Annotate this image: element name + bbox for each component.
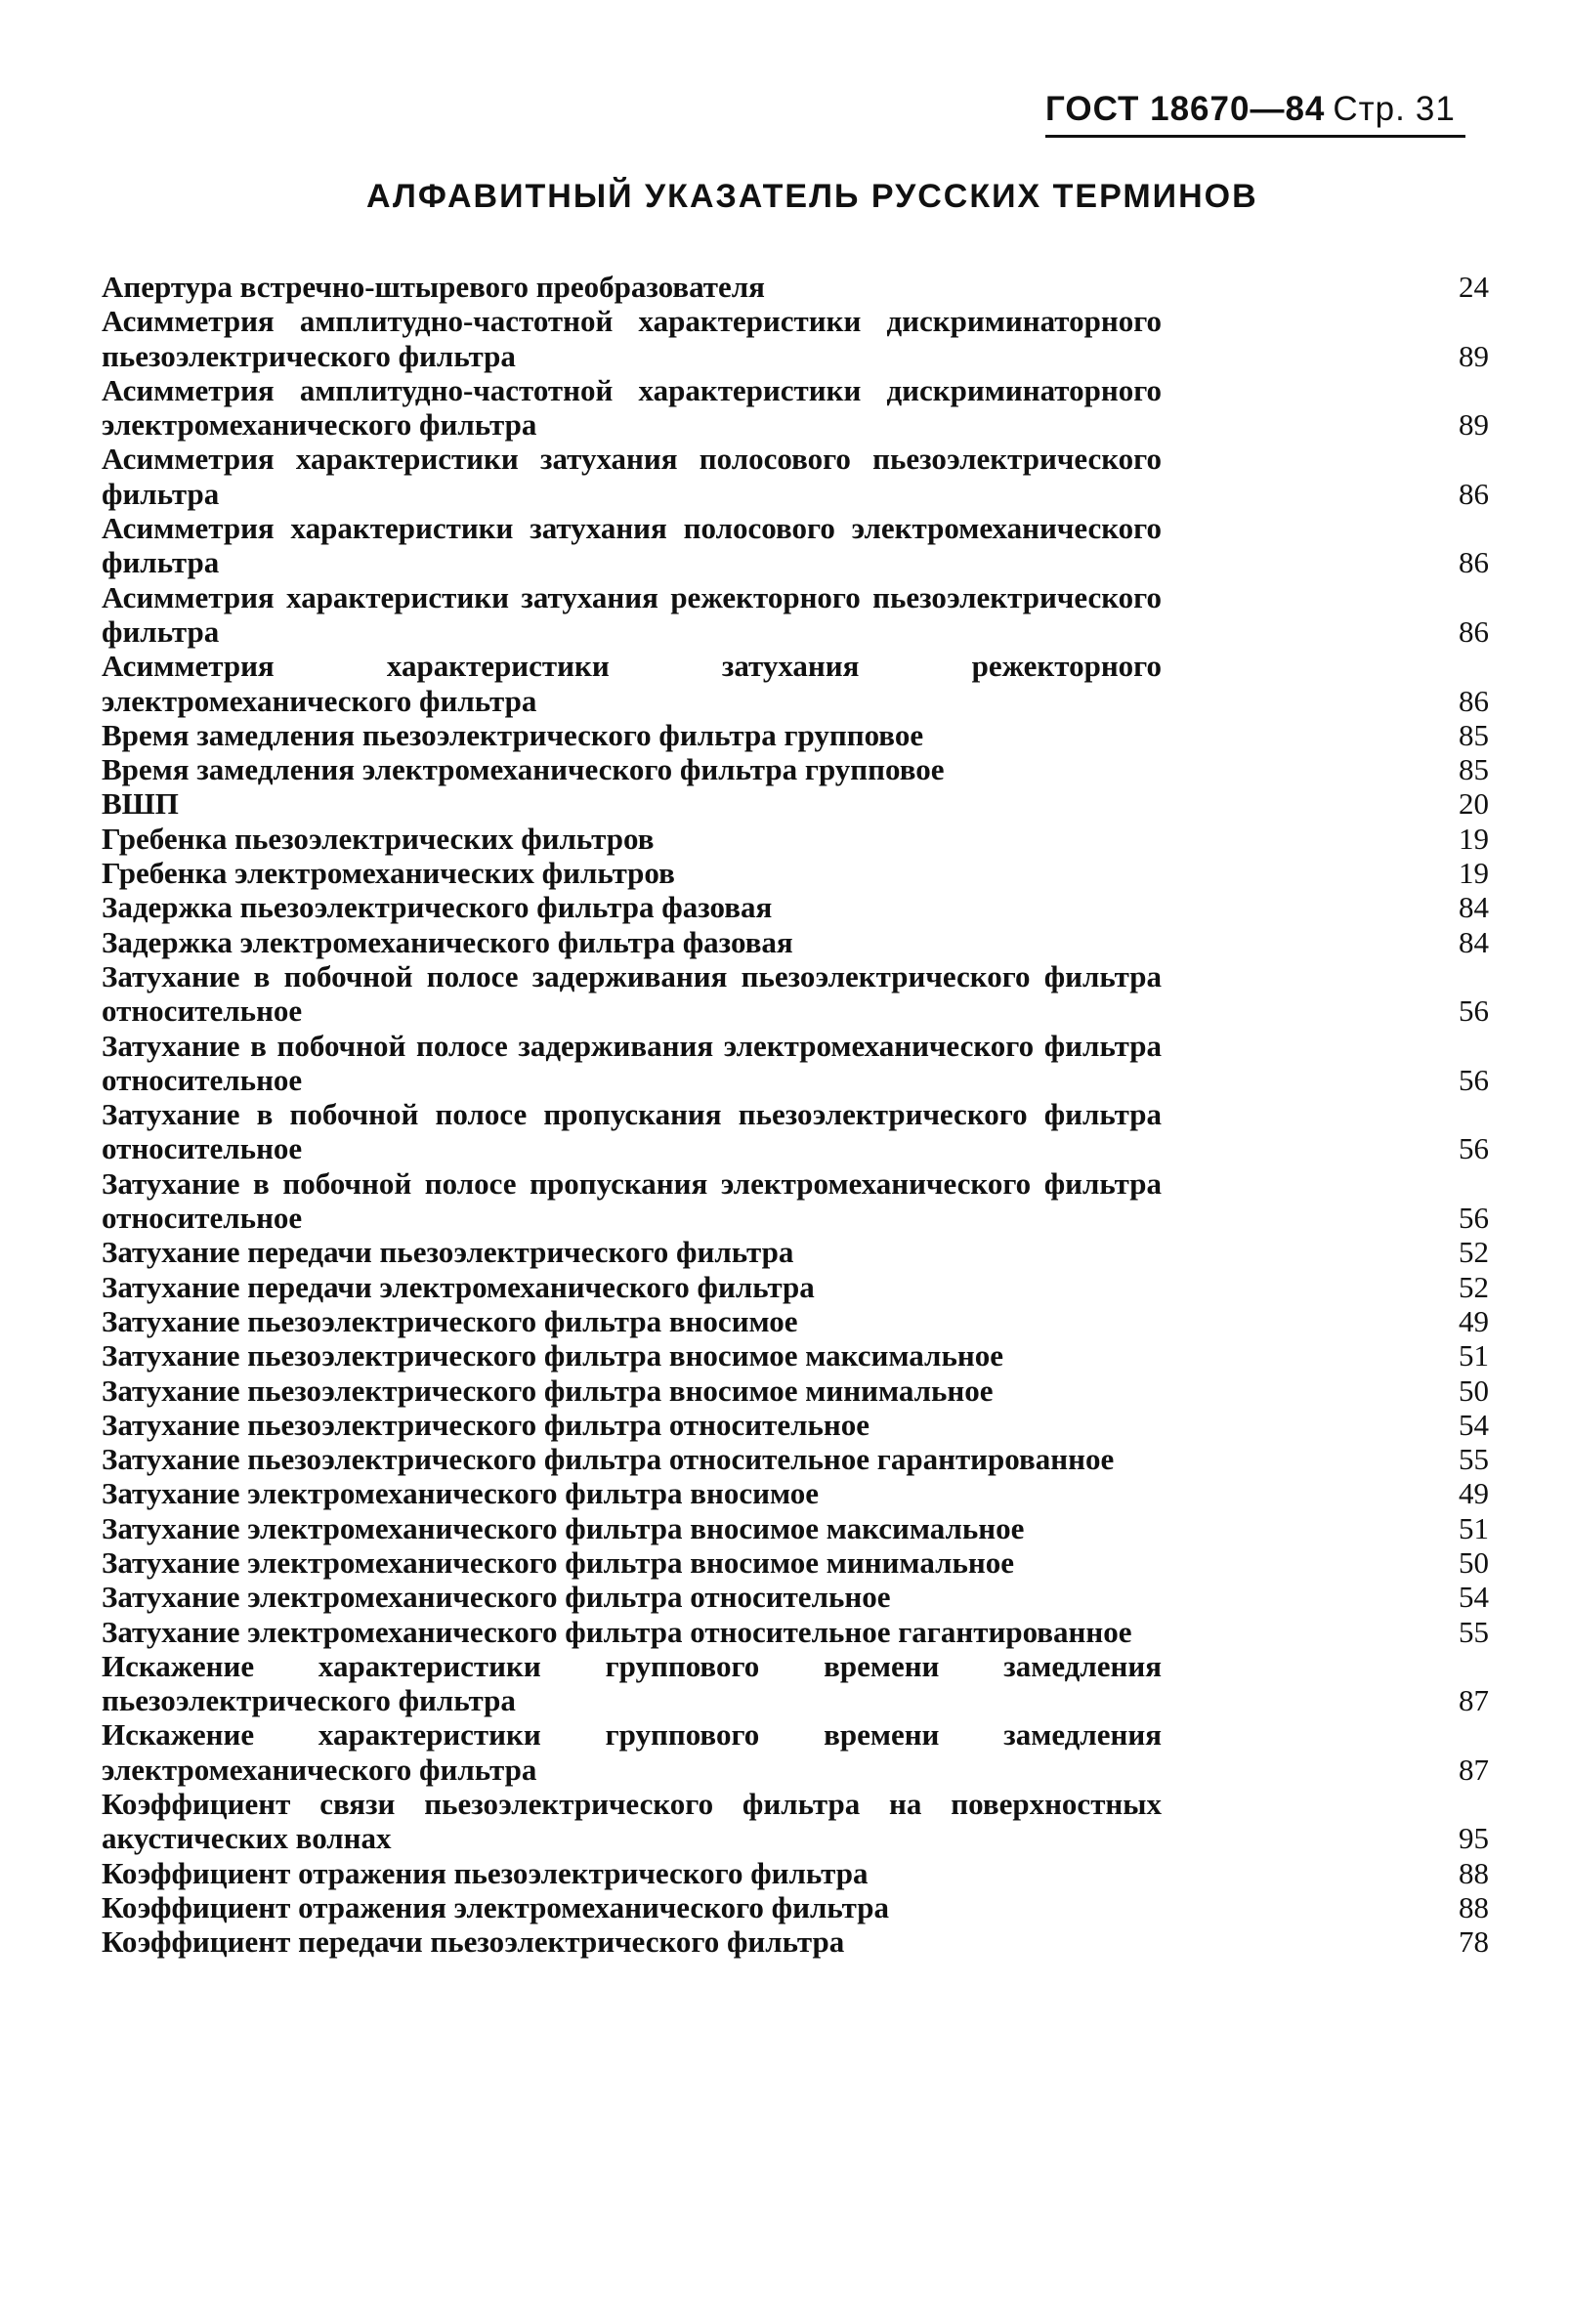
index-entry	[102, 1476, 1489, 1510]
index-entry	[102, 649, 1489, 718]
index-term-number: 84	[1459, 924, 1489, 959]
index-entry	[102, 442, 1489, 511]
page-label: Стр.	[1333, 90, 1406, 128]
index-term-number: 51	[1459, 1510, 1489, 1545]
index-term: Коэффициент отражения пьезоэлектрического фильтра	[102, 1855, 869, 1890]
index-term-number: 88	[1459, 1855, 1489, 1890]
index-term: Затухание электромеханического фильтра вносимое	[102, 1476, 819, 1511]
index-term: ВШП	[102, 786, 179, 822]
index-term: Затухание пьезоэлектрического фильтра вносимое	[102, 1303, 798, 1338]
index-entry	[102, 1717, 1489, 1787]
index-entry	[102, 1649, 1489, 1718]
index-term: Затухание в побочной полосе пропускания пьезоэлектрического фильтра относительное	[102, 1097, 1162, 1166]
index-term: Затухание пьезоэлектрического фильтра относительное	[102, 1407, 870, 1442]
index-entry	[102, 959, 1489, 1029]
index-term: Задержка пьезоэлектрического фильтра фазовая	[102, 890, 773, 925]
index-term-number: 87	[1459, 1752, 1489, 1787]
index-entry	[102, 270, 1489, 304]
index-term-number: 86	[1459, 545, 1489, 580]
index-term: Коэффициент передачи пьезоэлектрического фильтра	[102, 1924, 845, 1960]
index-entry	[102, 1615, 1489, 1649]
index-term: Апертура встречно-штыревого преобразователя	[102, 270, 765, 304]
index-term: Затухание пьезоэлектрического фильтра вносимое минимальное	[102, 1373, 994, 1408]
index-term-number: 86	[1459, 683, 1489, 718]
index-term: Затухание электромеханического фильтра вносимое минимальное	[102, 1544, 1014, 1580]
index-term: Асимметрия характеристики затухания полосового пьезоэлектрического фильтра	[102, 442, 1162, 511]
index-term-number: 56	[1459, 1201, 1489, 1236]
index-term-number: 54	[1459, 1580, 1489, 1615]
index-entry	[102, 1511, 1489, 1545]
index-term: Коэффициент связи пьезоэлектрического фильтра на поверхностных акустических волнах	[102, 1787, 1162, 1856]
index-term-number: 85	[1459, 717, 1489, 752]
index-term-number: 88	[1459, 1889, 1489, 1924]
index-entry	[102, 856, 1489, 890]
index-term-number: 84	[1459, 890, 1489, 925]
index-term: Время замедления пьезоэлектрического фильтра групповое	[102, 717, 924, 752]
index-entry	[102, 1787, 1489, 1856]
index-entry	[102, 1338, 1489, 1373]
index-entry	[102, 1408, 1489, 1442]
index-entry	[102, 1270, 1489, 1304]
index-term-number: 55	[1459, 1614, 1489, 1649]
index-term-number: 52	[1459, 1269, 1489, 1304]
index-entry	[102, 1545, 1489, 1580]
index-term: Гребенка электромеханических фильтров	[102, 856, 675, 891]
index-term: Затухание пьезоэлектрического фильтра относительное гарантированное	[102, 1442, 1115, 1477]
index-term: Затухание электромеханического фильтра относительное гагантированное	[102, 1614, 1132, 1649]
index-entry	[102, 1235, 1489, 1269]
index-term-number: 86	[1459, 476, 1489, 511]
index-term-number: 19	[1459, 821, 1489, 856]
index-entry	[102, 1097, 1489, 1166]
index-entry	[102, 1442, 1489, 1476]
index-term-number: 56	[1459, 993, 1489, 1029]
index-entry	[102, 1166, 1489, 1236]
index-term: Коэффициент отражения электромеханического фильтра	[102, 1889, 889, 1924]
index-term: Затухание электромеханического фильтра относительное	[102, 1580, 891, 1615]
index-entry	[102, 1580, 1489, 1614]
index-term: Затухание в побочной полосе задерживания электромеханического фильтра относительное	[102, 1028, 1162, 1097]
index-entry	[102, 304, 1489, 373]
index-term-number: 19	[1459, 856, 1489, 891]
index-entry	[102, 925, 1489, 959]
index-entry	[102, 1924, 1489, 1959]
index-term-number: 50	[1459, 1373, 1489, 1408]
index-term: Гребенка пьезоэлектрических фильтров	[102, 821, 655, 856]
index-term: Асимметрия характеристики затухания режекторного электромеханического фильтра	[102, 649, 1162, 718]
index-term: Асимметрия амплитудно-частотной характеристики дискриминаторного электромеханического фильтра	[102, 372, 1162, 443]
index-term-number: 50	[1459, 1544, 1489, 1580]
index-entry	[102, 1890, 1489, 1924]
index-entry	[102, 373, 1489, 443]
index-term-number: 95	[1459, 1821, 1489, 1856]
index-term-number: 89	[1459, 407, 1489, 443]
term-index	[102, 270, 1489, 1960]
index-entry	[102, 511, 1489, 580]
index-term-number: 78	[1459, 1924, 1489, 1960]
index-term: Затухание электромеханического фильтра вносимое максимальное	[102, 1510, 1025, 1545]
index-term: Время замедления электромеханического фильтра групповое	[102, 752, 945, 787]
index-entry	[102, 822, 1489, 856]
index-title: АЛФАВИТНЫЙ УКАЗАТЕЛЬ РУССКИХ ТЕРМИНОВ	[366, 178, 1258, 215]
index-term-number: 20	[1459, 786, 1489, 822]
index-term-number: 52	[1459, 1235, 1489, 1270]
index-entry	[102, 718, 1489, 752]
index-entry	[102, 1856, 1489, 1890]
index-term-number: 49	[1459, 1303, 1489, 1338]
index-term: Асимметрия характеристики затухания полосового электромеханического фильтра	[102, 511, 1162, 580]
index-term: Затухание в побочной полосе задерживания пьезоэлектрического фильтра относительное	[102, 958, 1162, 1029]
index-term-number: 85	[1459, 752, 1489, 787]
index-entry	[102, 580, 1489, 650]
index-term: Задержка электромеханического фильтра фазовая	[102, 924, 793, 959]
index-term-number: 51	[1459, 1338, 1489, 1373]
index-term: Затухание в побочной полосе пропускания электромеханического фильтра относительное	[102, 1165, 1162, 1236]
index-term: Искажение характеристики группового времени замедления электромеханического фильтра	[102, 1717, 1162, 1787]
index-term: Затухание передачи пьезоэлектрического фильтра	[102, 1235, 794, 1270]
index-entry	[102, 1304, 1489, 1338]
index-entry	[102, 786, 1489, 821]
index-term-number: 56	[1459, 1062, 1489, 1097]
index-term: Затухание передачи электромеханического фильтра	[102, 1269, 815, 1304]
index-entry	[102, 890, 1489, 924]
index-entry	[102, 1373, 1489, 1408]
index-term-number: 86	[1459, 613, 1489, 649]
index-term-number: 89	[1459, 338, 1489, 373]
index-term-number: 56	[1459, 1131, 1489, 1166]
index-term-number: 49	[1459, 1476, 1489, 1511]
index-term: Асимметрия характеристики затухания режекторного пьезоэлектрического фильтра	[102, 579, 1162, 649]
index-term: Искажение характеристики группового времени замедления пьезоэлектрического фильтра	[102, 1648, 1162, 1718]
page-number: 31	[1415, 90, 1456, 128]
index-term-number: 87	[1459, 1683, 1489, 1718]
index-entry	[102, 752, 1489, 786]
index-term: Затухание пьезоэлектрического фильтра вносимое максимальное	[102, 1338, 1003, 1373]
index-term: Асимметрия амплитудно-частотной характеристики дискриминаторного пьезоэлектрического фильтра	[102, 304, 1162, 373]
index-term-number: 55	[1459, 1442, 1489, 1477]
index-term-number: 54	[1459, 1407, 1489, 1442]
document-number: ГОСТ 18670—84	[1045, 90, 1326, 128]
index-term-number: 24	[1459, 270, 1489, 304]
page-header	[1045, 90, 1465, 138]
index-entry	[102, 1029, 1489, 1098]
